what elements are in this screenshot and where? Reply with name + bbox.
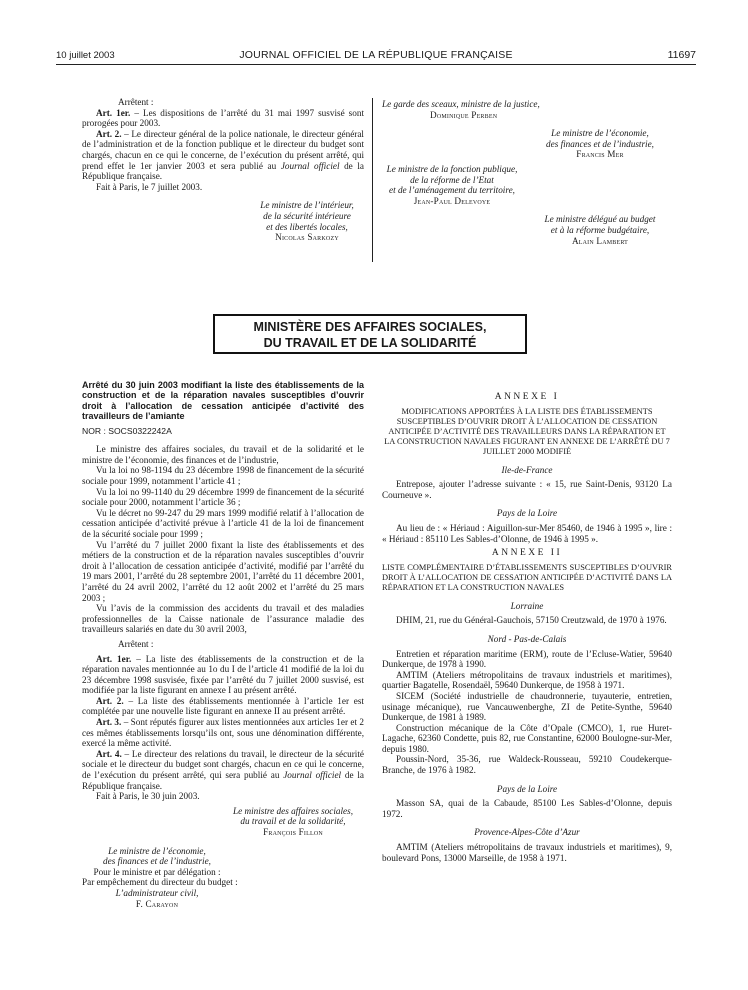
lower-left-column [82,380,364,909]
region-heading: Nord - Pas-de-Calais [487,633,567,644]
annexe-2-heading: ANNEXE II [491,548,563,559]
signature-economy: Le ministre de l’économie, des finances et de l’industrie, Francis Mer [382,128,668,160]
top-right-column: Le garde des sceaux, ministre de la justice, Dominique Perben Le ministre de l’économie, des finances et de l’industrie, Francis Mer Le ministre de la fonction publique, de la réforme de l’Etat et de l’aménagement du territoire, Jean-Paul Delevoye Le ministre délégué au budget et à la réforme budgétaire, Alain Lambert [382,99,668,246]
preamble-ministers: Le ministre des affaires sociales, du travail et de la solidarité et le ministre de l’économie, des finances et de l’industrie, [82,444,364,465]
annexe-2-entry: AMTIM (Ateliers métropolitains de travaux industriels et maritimes), 9, boulevard Pons, 13000 Marseille, de 1958 à 1971. [382,842,672,863]
vu-decret: Vu le décret no 99-247 du 29 mars 1999 modifié relatif à l’allocation de cessation anticipée d’activité prévue à l’article 41 de la loi de financement de la sécurité sociale pour 1999 ; [82,507,364,539]
region-heading: Lorraine [510,600,544,611]
signature-name: Dominique Perben [430,109,498,120]
annexe-1-entry: Entrepose, ajouter l’adresse suivante : « 15, rue Saint-Denis, 93120 La Courneuve ». [382,479,672,500]
annexe-1-heading: ANNEXE I [494,392,560,402]
header-page-number: 11697 [667,49,696,61]
ministry-line-1: MINISTÈRE DES AFFAIRES SOCIALES, [253,320,487,334]
signature-economy-delegation: Le ministre de l’économie, des finances et de l’industrie, Pour le ministre et par délégation : Par empêchement du directeur du budget : L’administrateur civil, F. Carayon [82,845,238,909]
nor-reference: NOR : SOCS0322242A [82,425,172,436]
region-heading: Pays de la Loire [496,783,558,794]
ministry-line-2: DU TRAVAIL ET DE LA SOLIDARITÉ [263,336,477,350]
article-2: Art. 2. – Le directeur général de la police nationale, le directeur général de l’administration et de la fonction publique et le directeur du budget sont chargés, chacun en ce qui le concerne, de l’exécution du présent arrêté, qui prend effet le 1er janvier 2003 et sera publié au Journal officiel de la République française. [82,128,364,182]
article-1: Art. 1er. – La liste des établissements de la construction et de la réparation navales mentionnée au 1o du I de l’article 41 modifié de la loi du 23 décembre 1998 susvisée, fixée par l’arrêté du 7 juillet 2000 susvisé, est modifiée par la liste figurant en annexe I au présent arrêté. [82,653,364,696]
article-3: Art. 3. – Sont réputés figurer aux listes mentionnées aux articles 1er et 2 ces mêmes établissements lorsqu’ils ont, sous une dénomination différente, exercé la même activité. [82,717,364,749]
header-journal-title: JOURNAL OFFICIEL DE LA RÉPUBLIQUE FRANÇAISE [239,49,513,61]
signature-budget: Le ministre délégué au budget et à la réforme budgétaire, Alain Lambert [382,214,668,246]
annexe-2-entry: Poussin-Nord, 35-36, rue Waldeck-Rousseau, 59210 Coudekerque-Branche, de 1976 à 1982. [382,754,672,776]
annexe-1-entry: Au lieu de : « Hériaud : Aiguillon-sur-Mer 85460, de 1946 à 1995 », lire : « Hériaud : 85110 Les Sables-d’Olonne, de 1946 à 1995 ». [382,522,672,544]
annexe-1-title: MODIFICATIONS APPORTÉES À LA LISTE DES ÉTABLISSEMENTS SUSCEPTIBLES D’OUVRIR DROIT À L’ALLOCATION DE CESSATION ANTICIPÉE D’ACTIVITÉ DES TRAVAILLEURS DANS LA RÉPARATION ET LA CONSTRUCTION NAVALES FIGURANT EN ANNEXE DE L’ARRÊTÉ DU 7 JUILLET 2000 MODIFIÉ [384,406,670,456]
article-4: Art. 4. – Le directeur des relations du travail, le directeur de la sécurité sociale et le directeur du budget sont chargés, chacun en ce qui le concerne, de l’exécution du présent arrêté, qui sera publié au Journal officiel de la République française. [82,748,364,791]
signature-name: Francis Mer [576,149,624,160]
decree-title: Arrêté du 30 juin 2003 modifiant la liste des établissements de la construction et de la réparation navales susceptibles d’ouvrir droit à l’allocation de cessation anticipée d’activité des travailleurs de l’amiante [82,380,364,422]
vu-avis: Vu l’avis de la commission des accidents du travail et des maladies professionnelles de la Caisse nationale de l’assurance maladie des travailleurs salariés en date du 30 avril 2003, [82,603,364,635]
signature-name: Nicolas Sarkozy [275,232,339,243]
fait-a-paris: Fait à Paris, le 7 juillet 2003. [96,181,203,192]
signature-public-function: Le ministre de la fonction publique, de la réforme de l’Etat et de l’aménagement du territoire, Jean-Paul Delevoye [382,164,522,206]
ministry-heading-box [213,314,527,354]
signature-name: Jean-Paul Delevoye [413,195,491,206]
annexe-2-entry: Entretien et réparation maritime (ERM), route de l’Ecluse-Watier, 59640 Dunkerque, de 1978 à 1990. [382,648,672,670]
region-heading: Ile-de-France [501,464,553,475]
annexe-2-entry: DHIM, 21, rue du Général-Gauchois, 57150 Creutzwald, de 1970 à 1976. [396,615,667,626]
article-1: Art. 1er. – Les dispositions de l’arrêté du 31 mai 1997 susvisé sont prorogées pour 2003. [82,107,364,129]
vu-loi-1999: Vu la loi no 98-1194 du 23 décembre 1998 de financement de la sécurité sociale pour 1999, notamment l’article 41 ; [82,465,364,486]
signature-interior: Le ministre de l’intérieur, de la sécurité intérieure et des libertés locales, Nicolas Sarkozy [82,200,364,242]
signature-name: Alain Lambert [571,235,629,246]
annexe-2-entry: Construction mécanique de la Côte d’Opale (CMCO), 1, rue Huret-Lagache, 62360 Condette, puis 82, rue Constantine, 62000 Boulogne-sur-Mer, depuis 1980. [382,722,672,754]
arretent-heading: Arrêtent : [118,638,154,649]
fait-a-paris: Fait à Paris, le 30 juin 2003. [96,791,200,802]
region-heading: Pays de la Loire [496,508,558,519]
signature-name: François Fillon [263,827,323,837]
vu-loi-2000: Vu la loi no 99-1140 du 29 décembre 1999 de financement de la sécurité sociale pour 2000, notamment l’article 36 ; [82,486,364,508]
region-heading: Provence-Alpes-Côte d’Azur [474,827,580,838]
signature-social-affairs: Le ministre des affaires sociales, du travail et de la solidarité, François Fillon [82,806,364,838]
top-left-column [82,97,364,243]
header-date: 10 juillet 2003 [56,50,115,61]
signature-name: F. Carayon [135,898,179,909]
annexe-2-entry: SICEM (Société industrielle de chaudronnerie, tuyauterie, entretien, usinage mécanique), rue Vancauwenberghe, ZI de Petite-Synthe, 59640 Dunkerque, de 1981 à 1989. [382,690,672,723]
arretent-heading: Arrêtent : [118,97,154,107]
annexe-2-title: LISTE COMPLÉMENTAIRE D’ÉTABLISSEMENTS SUSCEPTIBLES D’OUVRIR DROIT À L’ALLOCATION DE CESSATION ANTICIPÉE D’ACTIVITÉ DANS LA RÉPARATION ET LA CONSTRUCTION NAVALES [382,562,672,592]
annexe-2-entry: AMTIM (Ateliers métropolitains de travaux industriels et maritimes), quartier Bagatelle, Rosendaël, 59640 Dunkerque, de 1958 à 1971. [382,669,672,691]
vu-arrete-2000: Vu l’arrêté du 7 juillet 2000 fixant la liste des établissements et des métiers de la construction et de la réparation navales susceptibles d’ouvrir droit à l’allocation de cessation anticipée d’activité, modifié par l’arrêté du 19 mars 2001, l’arrêté du 28 septembre 2001, l’arrêté du 11 décembre 2001, l’arrêté du 24 avril 2002, l’arrêté du 12 août 2002 et l’arrêté du 25 mars 2003 ; [82,539,364,603]
annexe-2-entry: Masson SA, quai de la Cabaude, 85100 Les Sables-d’Olonne, depuis 1972. [382,798,672,819]
article-2: Art. 2. – La liste des établissements mentionnée à l’article 1er est complétée par une nouvelle liste figurant en annexe II au présent arrêté. [82,695,364,717]
column-divider [372,98,373,262]
lower-right-column [382,392,672,863]
header-rule [56,64,696,65]
page-header [56,48,696,64]
